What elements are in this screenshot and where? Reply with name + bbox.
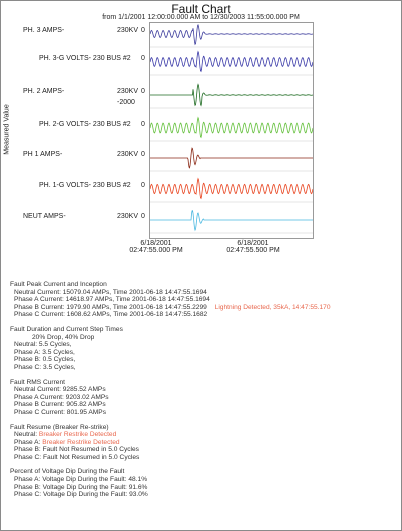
duration-line: Phase A: 3.5 Cycles, bbox=[14, 348, 75, 356]
duration-line: Phase C: 3.5 Cycles, bbox=[14, 363, 76, 371]
resume-line bbox=[10, 431, 331, 439]
resume-neutral-value: Breaker Restrike Detected bbox=[38, 431, 117, 439]
waveform-trace bbox=[150, 179, 313, 199]
rms-line: Neutral Current: 9285.52 AMPs bbox=[14, 386, 106, 394]
fault-report bbox=[10, 281, 331, 499]
channel-label: PH. 3 AMPS- bbox=[23, 27, 65, 34]
dip-heading: Percent of Voltage Dip During the Fault bbox=[10, 468, 125, 476]
waveform-trace bbox=[150, 52, 313, 72]
duration-heading: Fault Duration and Current Step Times bbox=[10, 325, 123, 333]
channel-voltage-label: 230KV bbox=[117, 151, 139, 158]
duration-subheading: 20% Drop, 40% Drop bbox=[32, 333, 95, 341]
resume-heading: Fault Resume (Breaker Re-strike) bbox=[10, 423, 109, 431]
x-tick-1 bbox=[126, 240, 186, 254]
dip-line: Phase B: Voltage Dip During the Fault: 91.6% bbox=[14, 483, 148, 491]
x-tick-1-date: 6/18/2001 bbox=[140, 240, 172, 247]
duration-line: Phase B: 0.5 Cycles, bbox=[14, 356, 76, 364]
peak-heading: Fault Peak Current and Inception bbox=[10, 281, 107, 288]
resume-line bbox=[10, 439, 331, 447]
channel-label: PH. 2 AMPS- bbox=[23, 88, 65, 95]
channel-scale-value: 0 bbox=[141, 213, 145, 220]
plot-area bbox=[149, 22, 314, 239]
channel-voltage-label: 230KV bbox=[117, 88, 139, 95]
lightning-detected-text: Lightning Detected, 35kA, 14:47:55.170 bbox=[214, 303, 331, 311]
x-tick-2-date: 6/18/2001 bbox=[237, 240, 269, 247]
dip-line: Phase A: Voltage Dip During the Fault: 48.1% bbox=[14, 476, 148, 484]
rms-heading: Fault RMS Current bbox=[10, 378, 65, 386]
resume-phase-a-label: Phase A: bbox=[14, 438, 43, 446]
rms-line: Phase C Current: 801.95 AMPs bbox=[14, 408, 106, 416]
waveform-canvas bbox=[150, 23, 313, 238]
x-tick-1-time: 02:47:55.000 PM bbox=[129, 247, 183, 254]
x-tick-2-time: 02:47:55.500 PM bbox=[226, 247, 280, 254]
peak-line bbox=[10, 304, 331, 312]
resume-phase-a-value: Breaker Restrike Detected bbox=[42, 438, 120, 446]
duration-line: Neutral: 5.5 Cycles, bbox=[14, 341, 72, 349]
channel-voltage-label: 230KV bbox=[117, 213, 139, 220]
channel-scale-min: -2000 bbox=[117, 99, 135, 106]
dip-line: Phase C: Voltage Dip During the Fault: 93.0% bbox=[14, 491, 148, 499]
channel-scale-value: 0 bbox=[141, 88, 145, 95]
x-tick-2 bbox=[223, 240, 283, 254]
channel-label: PH 1 AMPS- bbox=[23, 151, 63, 158]
peak-line: Phase C Current: 1608.62 AMPs, Time 2001-06-18 14:47:55.1682 bbox=[14, 311, 208, 319]
channel-scale-value: 0 bbox=[141, 151, 145, 158]
chart-subtitle: from 1/1/2001 12:00:00.000 AM to 12/30/2003 11:55:00.000 PM bbox=[102, 14, 300, 21]
channel-label: PH. 1-G VOLTS- 230 BUS #2 bbox=[39, 182, 131, 189]
channel-label: NEUT AMPS- bbox=[23, 213, 66, 220]
channel-scale-value: 0 bbox=[141, 27, 145, 34]
rms-line: Phase A Current: 9203.02 AMPs bbox=[14, 393, 109, 401]
resume-line: Phase C: Fault Not Resumed in 5.0 Cycles bbox=[14, 453, 140, 461]
channel-scale-value: 0 bbox=[141, 182, 145, 189]
peak-line: Neutral Current: 15079.04 AMPs, Time 2001-06-18 14:47:55.1694 bbox=[14, 288, 207, 296]
peak-line-text: Phase B Current: 1979.90 AMPs, Time 2001-06-18 14:47:55.2299 bbox=[14, 303, 207, 311]
waveform-trace bbox=[150, 118, 313, 138]
resume-neutral-label: Neutral: bbox=[14, 431, 39, 439]
waveform-trace bbox=[150, 85, 313, 106]
channel-label: PH. 2-G VOLTS- 230 BUS #2 bbox=[39, 121, 131, 128]
channel-scale-value: 0 bbox=[141, 121, 145, 128]
peak-line: Phase A Current: 14618.97 AMPs, Time 2001-06-18 14:47:55.1694 bbox=[14, 296, 210, 304]
rms-line: Phase B Current: 905.82 AMPs bbox=[14, 401, 106, 409]
channel-scale-value: 0 bbox=[141, 55, 145, 62]
waveform-trace bbox=[150, 211, 313, 231]
y-axis-label: Measured Value bbox=[3, 104, 11, 155]
channel-voltage-label: 230KV bbox=[117, 27, 139, 34]
channel-label: PH. 3-G VOLTS- 230 BUS #2 bbox=[39, 55, 131, 62]
waveform-trace bbox=[150, 148, 313, 168]
resume-line: Phase B: Fault Not Resumed in 5.0 Cycles bbox=[14, 446, 139, 454]
chart-title: Fault Chart bbox=[171, 2, 231, 16]
waveform-trace bbox=[150, 25, 313, 44]
